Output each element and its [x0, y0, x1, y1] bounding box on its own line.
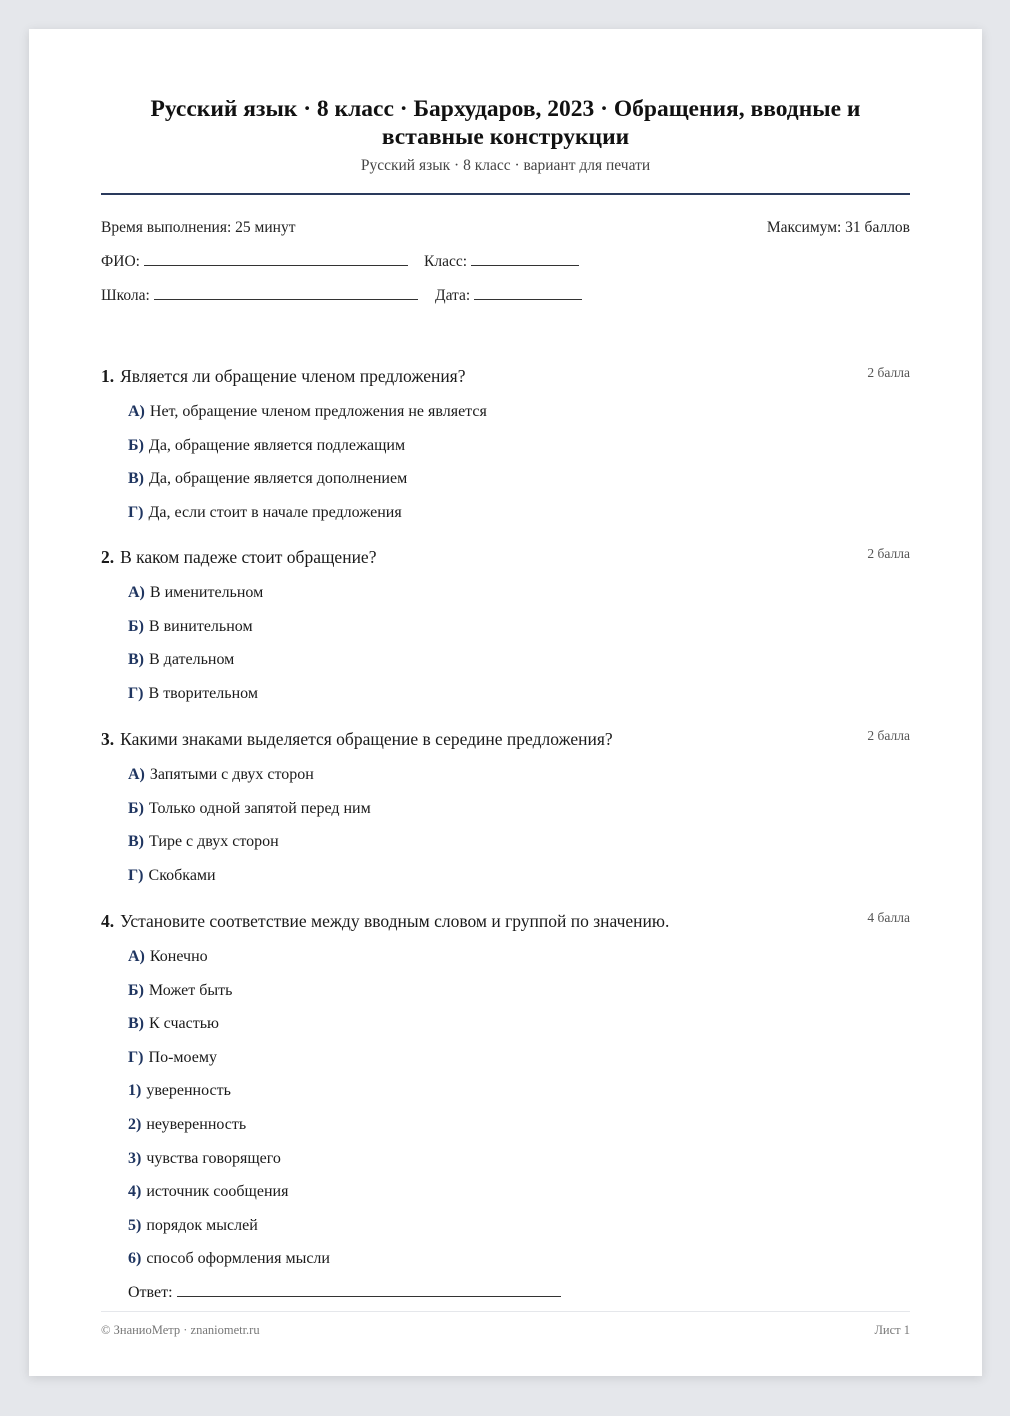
- match-right-5: 5) порядок мыслей: [128, 1216, 258, 1234]
- match-right-6: 6) способ оформления мысли: [128, 1250, 330, 1268]
- max-score: Максимум: 31 баллов: [766, 219, 910, 236]
- footer-divider: [101, 1311, 910, 1312]
- footer-copyright: © ЗнаниоМетр · znaniometr.ru: [101, 1323, 260, 1337]
- question-points: 2 балла: [867, 365, 910, 380]
- question-2: [101, 547, 910, 717]
- time-limit: Время выполнения: 25 минут: [101, 219, 296, 236]
- option-d[interactable]: Г) Скобками: [128, 866, 216, 884]
- option-a[interactable]: А) В именительном: [128, 584, 264, 601]
- question-text: Установите соответствие между вводным словом и группой по значению.: [120, 911, 670, 931]
- question-points: 2 балла: [867, 546, 910, 561]
- match-left-a: А) Конечно: [128, 948, 208, 965]
- option-c[interactable]: В) Да, обращение является дополнением: [128, 470, 408, 488]
- page-subtitle: Русский язык · 8 класс · вариант для печати: [360, 157, 651, 174]
- question-text: В каком падеже стоит обращение?: [120, 547, 377, 567]
- class-label: Класс:: [424, 253, 468, 270]
- option-c[interactable]: В) Тире с двух сторон: [128, 833, 279, 851]
- school-field[interactable]: [154, 286, 418, 300]
- question-number: 3.: [101, 729, 115, 749]
- worksheet-page: [29, 29, 982, 1376]
- option-b[interactable]: Б) Только одной запятой перед ним: [128, 799, 371, 817]
- option-a[interactable]: А) Нет, обращение членом предложения не является: [128, 403, 487, 420]
- match-left-b: Б) Может быть: [128, 981, 233, 999]
- option-a[interactable]: А) Запятыми с двух сторон: [128, 766, 314, 783]
- question-4: [101, 911, 910, 1302]
- class-field[interactable]: [471, 252, 579, 266]
- date-field[interactable]: [474, 286, 582, 300]
- option-d[interactable]: Г) В творительном: [128, 684, 258, 702]
- footer-page-number: Лист 1: [874, 1323, 910, 1337]
- question-number: 1.: [101, 366, 115, 386]
- option-b[interactable]: Б) Да, обращение является подлежащим: [128, 436, 406, 454]
- question-number: 2.: [101, 547, 115, 567]
- question-3: [101, 729, 910, 899]
- question-text: Является ли обращение членом предложения?: [120, 366, 466, 386]
- question-points: 4 балла: [867, 910, 910, 925]
- option-d[interactable]: Г) Да, если стоит в начале предложения: [128, 503, 402, 521]
- question-points: 2 балла: [867, 728, 910, 743]
- question-number: 4.: [101, 911, 115, 931]
- option-c[interactable]: В) В дательном: [128, 651, 235, 669]
- answer-field[interactable]: [177, 1283, 561, 1297]
- match-left-d: Г) По-моему: [128, 1048, 217, 1066]
- question-1: [101, 366, 910, 536]
- school-label: Школа:: [101, 287, 150, 304]
- fio-label: ФИО:: [101, 253, 140, 270]
- page-title: Русский язык · 8 класс · Бархударов, 2023 · Обращения, вводные и вставные конструкции: [150, 96, 861, 150]
- match-right-2: 2) неуверенность: [128, 1115, 247, 1133]
- match-right-1: 1) уверенность: [128, 1082, 231, 1100]
- option-b[interactable]: Б) В винительном: [128, 617, 253, 635]
- match-right-4: 4) источник сообщения: [128, 1183, 289, 1201]
- question-text: Какими знаками выделяется обращение в середине предложения?: [120, 729, 613, 749]
- answer-row: [128, 1283, 910, 1302]
- match-left-c: В) К счастью: [128, 1015, 219, 1033]
- date-label: Дата:: [435, 287, 471, 304]
- answer-label: Ответ:: [128, 1283, 173, 1301]
- match-right-3: 3) чувства говорящего: [128, 1149, 281, 1167]
- fio-field[interactable]: [144, 252, 408, 266]
- header-divider: [101, 193, 910, 195]
